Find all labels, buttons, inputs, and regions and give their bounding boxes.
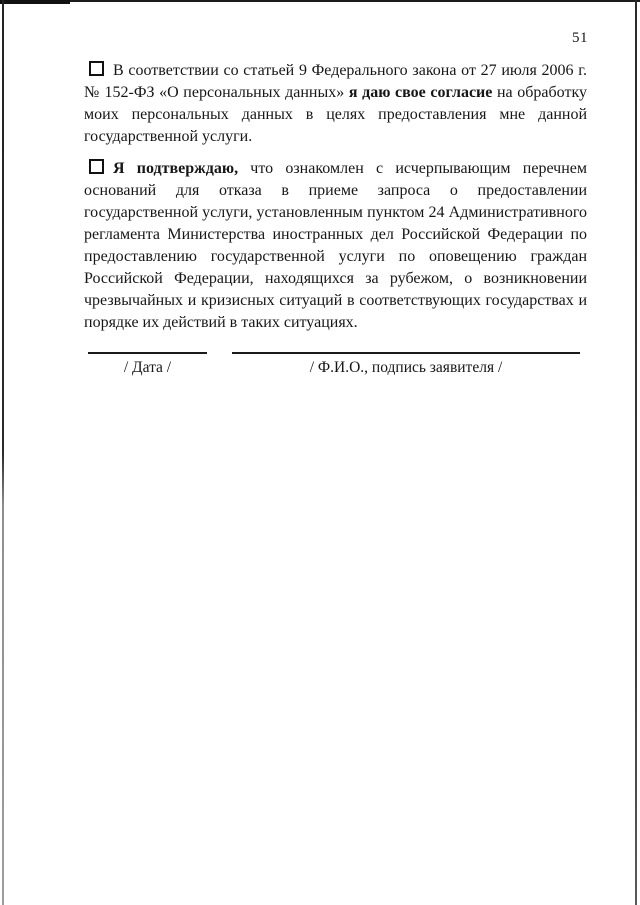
page-number: 51 (572, 30, 588, 46)
confirmation-paragraph-refusal-grounds (84, 158, 587, 334)
checkbox-refusal-confirmation[interactable] (89, 159, 104, 174)
date-signature-label: / Дата / (123, 359, 172, 376)
signature-block (84, 352, 587, 377)
personal-data-text-bold: я даю свое согласие (348, 84, 493, 101)
document-content (84, 60, 587, 334)
page-border-top-left-segment (0, 0, 70, 4)
page-border-top (0, 0, 640, 2)
name-signature-field (232, 352, 580, 377)
consent-paragraph-personal-data (84, 60, 587, 148)
date-signature-field (88, 352, 207, 377)
page-border-right (635, 0, 637, 905)
page-border-left (2, 0, 4, 905)
name-signature-label: / Ф.И.О., подпись заявителя / (309, 359, 503, 376)
refusal-text-bold: Я подтверждаю, (113, 160, 239, 177)
checkbox-personal-data-consent[interactable] (89, 61, 104, 76)
refusal-text-post: что ознакомлен с исчерпывающим перечнем оснований для отказа в приеме запроса о предоставлении государственной услуги, установленным пунктом 24 Административного регламента Министерства иностранных дел Российской Федерации по предоставлению государственной услуги по оповещению граждан Российской Федерации, находящихся за рубежом, о возникновении чрезвычайных и кризисных ситуаций в соответствующих государствах и порядке их действий в таких ситуациях. (84, 160, 587, 331)
personal-data-text-post: на обработку моих персональных данных в целях предоставления мне данной государственной услуги. (84, 84, 587, 145)
personal-data-text-pre: В соответствии со статьей 9 Федерального закона от 27 июля 2006 г. № 152-ФЗ «О персональных данных» (84, 62, 587, 101)
